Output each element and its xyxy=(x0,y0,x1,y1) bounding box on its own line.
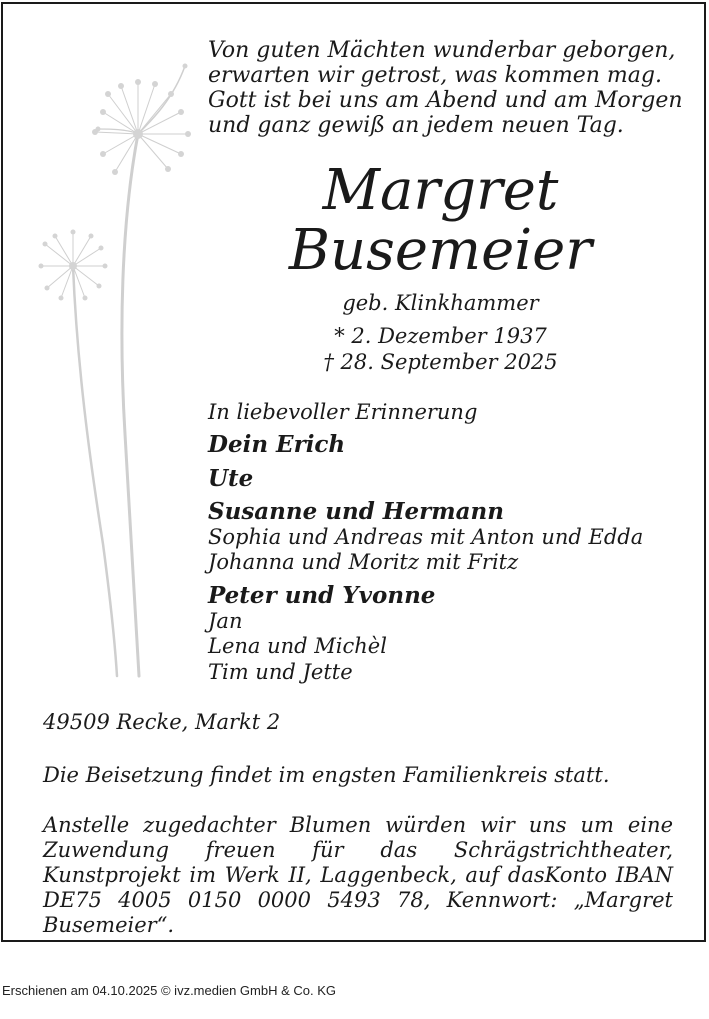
poem-line: Gott ist bei uns am Abend und am Morgen xyxy=(208,88,683,113)
maiden-name: geb. Klinkhammer xyxy=(342,291,539,315)
mourner-name: Peter und Yvonne xyxy=(208,582,436,609)
poem-line: Von guten Mächten wunderbar geborgen, xyxy=(208,38,676,63)
publication-footer: Erschienen am 04.10.2025 © ivz.medien GmbH & Co. KG xyxy=(2,983,337,998)
deceased-first-name: Margret xyxy=(322,158,559,223)
poem xyxy=(208,38,683,138)
dandelion-illustration xyxy=(3,4,223,694)
mourner-name: Dein Erich xyxy=(208,431,346,458)
birth-date: * 2. Dezember 1937 xyxy=(334,324,547,348)
mourner-subline: Sophia und Andreas mit Anton und Edda xyxy=(208,525,644,549)
address: 49509 Recke, Markt 2 xyxy=(43,710,281,734)
mourner-subline: Jan xyxy=(208,609,243,633)
mourners-intro: In liebevoller Erinnerung xyxy=(208,400,478,424)
mourner-subline: Lena und Michèl xyxy=(208,634,387,658)
funeral-note: Die Beisetzung findet im engsten Familienkreis statt. xyxy=(43,763,610,787)
mourner-subline: Johanna und Moritz mit Fritz xyxy=(208,550,519,574)
poem-line: erwarten wir getrost, was kommen mag. xyxy=(208,63,662,88)
mourner-name: Susanne und Hermann xyxy=(208,498,504,525)
mourner-subline: Tim und Jette xyxy=(208,660,353,684)
death-date: † 28. September 2025 xyxy=(323,350,558,374)
mourner-name: Ute xyxy=(208,465,254,492)
deceased-last-name: Busemeier xyxy=(288,218,593,283)
poem-line: und ganz gewiß an jedem neuen Tag. xyxy=(208,113,624,138)
donation-note: Anstelle zugedachter Blumen würden wir uns um eine Zuwendung freuen für das Schrägstrichtheater, Kunstprojekt im Werk II, Laggenbeck, auf dasKonto IBAN DE75 4005 0150 0000 5493 78, Kennwort: „Margret Busemeier“. xyxy=(43,813,673,937)
obituary-frame xyxy=(1,2,706,942)
